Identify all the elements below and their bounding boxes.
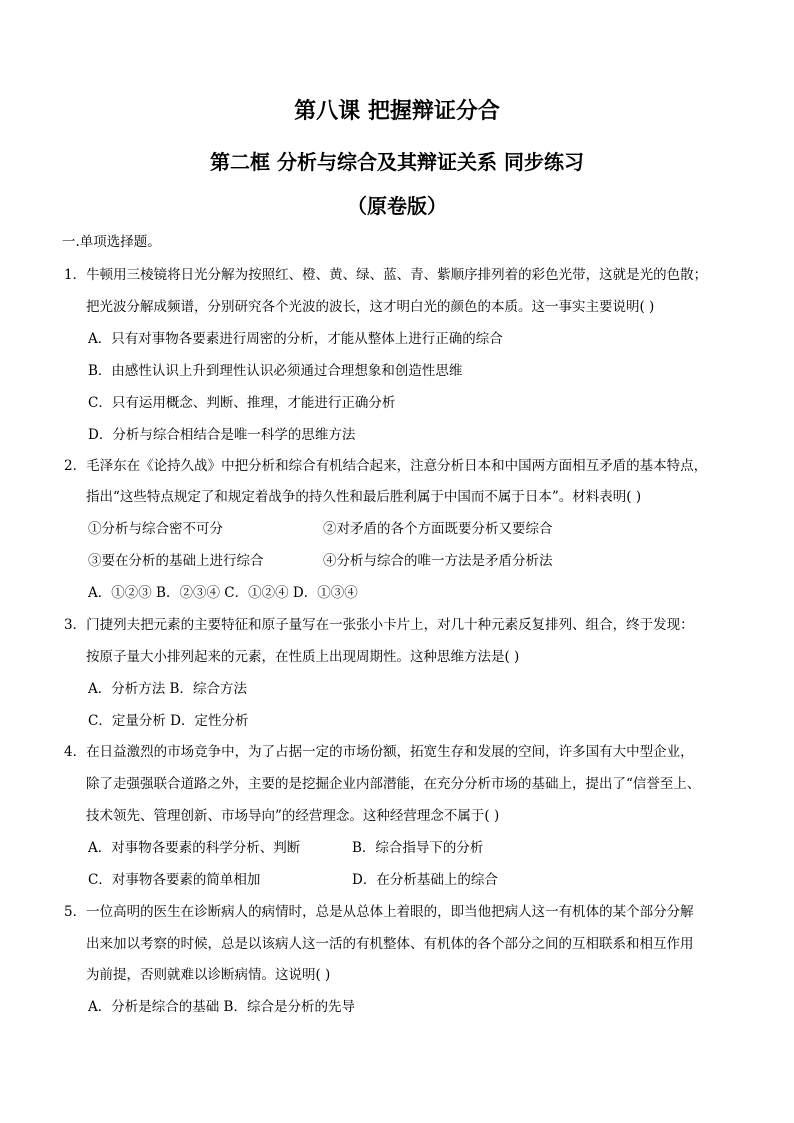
- q1-option-d: D．分析与综合相结合是唯一科学的思维方法: [88, 427, 356, 443]
- q2-statement-3: ③要在分析的基础上进行综合: [88, 553, 264, 569]
- q1-option-a: A．只有对事物各要素进行周密的分析，才能从整体上进行正确的综合: [88, 331, 503, 347]
- lesson-title: 第八课 把握辩证分合: [294, 98, 500, 124]
- q2-statement-4: ④分析与综合的唯一方法是矛盾分析法: [323, 553, 553, 569]
- q2-stem-line2: 指出“这些特点规定了和规定着战争的持久性和最后胜利属于中国而不属于日本”。材料表明( ): [86, 489, 642, 505]
- q3-stem-line1: 3．门捷列夫把元素的主要特征和原子量写在一张张小卡片上，对几十种元素反复排列、组合，终于发现：: [64, 617, 694, 633]
- q5-stem-line3: 为前提，否则就难以诊断病情。这说明( ): [86, 967, 331, 983]
- q4-option-a: A．对事物各要素的科学分析、判断: [88, 840, 301, 856]
- q4-stem-line3: 技术领先、管理创新、市场导向”的经营理念。这种经营理念不属于( ): [86, 808, 500, 824]
- q4-option-d: D．在分析基础上的综合: [352, 872, 498, 888]
- q2-stem-line1: 2．毛泽东在《论持久战》中把分析和综合有机结合起来，注意分析日本和中国两方面相互矛盾的基本特点，: [64, 458, 708, 474]
- q4-stem-line1: 4．在日益激烈的市场竞争中，为了占据一定的市场份额，拓宽生存和发展的空间，许多国有大中型企业，: [64, 744, 694, 760]
- q4-option-c: C．对事物各要素的简单相加: [88, 872, 261, 888]
- q5-stem-line1: 5．一位高明的医生在诊断病人的病情时，总是从总体上着眼的，即当他把病人这一有机体的某个部分分解: [64, 904, 694, 920]
- q2-statement-2: ②对矛盾的各个方面既要分析又要综合: [323, 521, 553, 537]
- q1-stem-line1: 1．牛顿用三棱镜将日光分解为按照红、橙、黄、绿、蓝、青、紫顺序排列着的彩色光带，这就是光的色散；: [64, 267, 708, 283]
- q3-stem-line2: 按原子量大小排列起来的元素，在性质上出现周期性。这种思维方法是( ): [86, 649, 520, 665]
- q3-options-ab: A．分析方法 B．综合方法: [88, 681, 247, 697]
- edition-label: （原卷版）: [347, 194, 447, 218]
- q4-stem-line2: 除了走强强联合道路之外，主要的是挖掘企业内部潜能，在充分分析市场的基础上，提出了“信誉至上、: [86, 776, 701, 792]
- q5-stem-line2: 出来加以考察的时候，总是以该病人这一活的有机整体、有机体的各个部分之间的互相联系和相互作用: [86, 936, 694, 952]
- section-heading: 一.单项选择题。: [62, 234, 161, 250]
- section-title: 第二框 分析与综合及其辩证关系 同步练习: [210, 150, 584, 174]
- q4-option-b: B．综合指导下的分析: [352, 840, 484, 856]
- q2-options: A．①②③ B．②③④ C．①②④ D．①③④: [88, 585, 358, 601]
- q5-options-ab: A．分析是综合的基础 B．综合是分析的先导: [88, 999, 355, 1015]
- q1-option-b: B．由感性认识上升到理性认识必须通过合理想象和创造性思维: [88, 363, 463, 379]
- q1-option-c: C．只有运用概念、判断、推理，才能进行正确分析: [88, 395, 396, 411]
- q2-statement-1: ①分析与综合密不可分: [88, 521, 223, 537]
- q3-options-cd: C．定量分析 D．定性分析: [88, 713, 249, 729]
- q1-stem-line2: 把光波分解成频谱，分别研究各个光波的波长，这才明白光的颜色的本质。这一事实主要说明( ): [86, 299, 655, 315]
